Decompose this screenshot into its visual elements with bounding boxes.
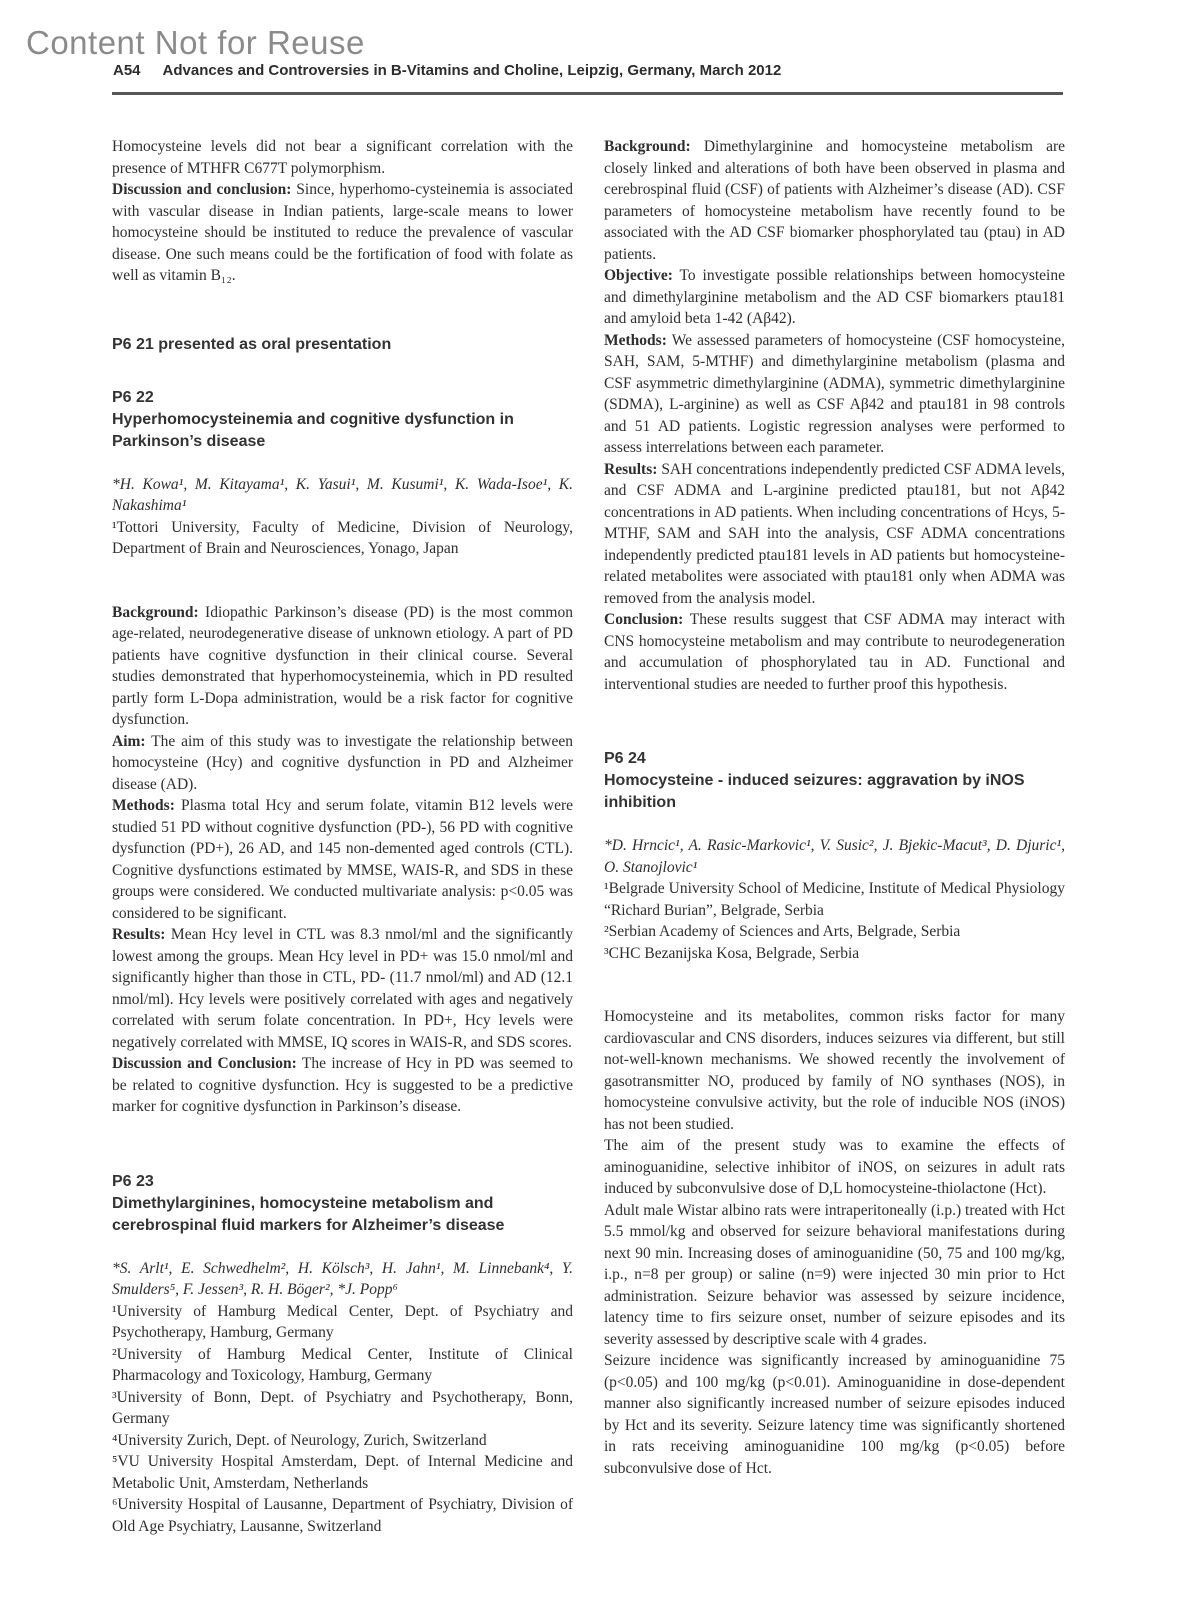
- left-column: [112, 136, 573, 1537]
- section-text: These results suggest that CSF ADMA may interact with CNS homocysteine metabolism and may contribute to neurodegeneration and accumulation of phosphorylated tau in AD. Functional and interventional studies are needed to further proof this hypothesis.: [604, 611, 1065, 693]
- affiliation-item: ²Serbian Academy of Sciences and Arts, Belgrade, Serbia: [604, 923, 961, 940]
- abstract-title-p622: Hyperhomocysteinemia and cognitive dysfunction in Parkinson’s disease: [112, 410, 514, 450]
- carryover-paragraph: [112, 136, 573, 179]
- section-text: The aim of this study was to investigate the relationship between homocysteine (Hcy) and cognitive dysfunction in PD and Alzheimer disease (AD).: [112, 732, 573, 793]
- section-lead: Discussion and Conclusion:: [112, 1055, 297, 1072]
- section-lead: Background:: [112, 603, 199, 621]
- authors-p623: *S. Arlt¹, E. Schwedhelm², H. Kölsch³, H. Jahn¹, M. Linnebank⁴, Y. Smulders⁵, F. Jessen³, R. H. Böger², *J. Popp⁶: [112, 1259, 573, 1298]
- results-paragraph-p622: [112, 924, 573, 1053]
- header-divider-rule: [112, 92, 1063, 95]
- section-text: Plasma total Hcy and serum folate, vitamin B12 levels were studied 51 PD without cognitive dysfunction (PD-), 56 PD with cognitive dysfunction (PD+), 26 AD, and 145 non-demented aged controls (CTL). Cognitive dysfunctions estimated by MMSE, WAIS-R, and SDS in these groups were considered. We conducted multivariate analysis: p<0.05 was considered to be significant.: [112, 797, 573, 922]
- affiliations-p624: [604, 878, 1065, 964]
- aim-paragraph-p622: [112, 731, 573, 796]
- abstract-id-p622: P6 22: [112, 388, 154, 406]
- page-header: [113, 62, 1063, 79]
- section-text: We assessed parameters of homocysteine (CSF homocysteine, SAH, SAM, 5-MTHF) and dimethylarginine metabolism (plasma and CSF asymmetric dimethylarginine (ADMA), symmetric dimethylarginine (SDMA), L-arginine) as well as CSF Aβ42 and ptau181 in 98 controls and 51 AD patients. Logistic regression analyses were performed to assess interrelations between each parameter.: [604, 331, 1065, 456]
- section-text: Idiopathic Parkinson’s disease (PD) is the most common age-related, neurodegenerative disease of unknown etiology. A part of PD patients have cognitive dysfunction in their clinical course. Several studies demonstrated that hyperhomocysteinemia, which in PD resulted partly form L-Dopa administration, would be a risk factor for cognitive dysfunction.: [112, 603, 573, 728]
- body-paragraph-4-p624: Seizure incidence was significantly increased by aminoguanidine 75 (p<0.05) and 100 mg/kg (p<0.01). Aminoguanidine in dose-dependent manner also significantly increased number of seizure episodes induced by Hct and its severity. Seizure latency time was significantly shortened in rats receiving aminoguanidine 100 mg/kg (p<0.05) before subconvulsive dose of Hct.: [604, 1352, 1065, 1477]
- body-paragraph-3-p624: Adult male Wistar albino rats were intraperitoneally (i.p.) treated with Hct 5.5 mmol/kg and observed for seizure behavioral manifestations during next 90 min. Increasing doses of aminoguanidine (50, 75 and 100 mg/kg, i.p., n=8 per group) or saline (n=9) were injected 30 min prior to Hct administration. Seizure behavior was assessed by seizure incidence, latency time to firs seizure onset, number of seizure episodes and its severity assessed by descriptive scale with 4 grades.: [604, 1201, 1065, 1348]
- background-paragraph-p623: [604, 136, 1065, 265]
- section-lead: Methods:: [112, 797, 175, 814]
- section-text: Mean Hcy level in CTL was 8.3 nmol/ml and the significantly lowest among the groups. Mean Hcy level in PD+ was 15.0 nmol/ml and significantly higher than those in CTL, PD- (11.7 nmol/ml) and AD (12.1 nmol/ml). Hcy levels were positively correlated with ages and negatively correlated with serum folate concentration. In PD+, Hcy levels were negatively correlated with MMSE, IQ scores in WAIS-R, and SDS scores.: [112, 926, 573, 1051]
- section-lead: Aim:: [112, 732, 146, 750]
- background-paragraph-p622: [112, 602, 573, 731]
- page-number: A54: [113, 62, 141, 79]
- affiliation-item: ¹University of Hamburg Medical Center, Dept. of Psychiatry and Psychotherapy, Hamburg, Germany: [112, 1302, 573, 1341]
- section-lead: Results:: [604, 460, 658, 478]
- affiliation-item: ³University of Bonn, Dept. of Psychiatry and Psychotherapy, Bonn, Germany: [112, 1388, 573, 1427]
- abstract-id-p624: P6 24: [604, 750, 646, 767]
- affiliation-item: ⁴University Zurich, Dept. of Neurology, Zurich, Switzerland: [112, 1431, 487, 1449]
- section-lead: Background:: [604, 138, 691, 155]
- conclusion-paragraph-p623: [604, 609, 1065, 695]
- authors-p624: *D. Hrncic¹, A. Rasic-Markovic¹, V. Susic², J. Bjekic-Macut³, D. Djuric¹, O. Stanojlovic¹: [604, 837, 1065, 876]
- body-paragraph-1-p624: Homocysteine and its metabolites, common risks factor for many cardiovascular and CNS disorders, induces seizures via different, but still not-well-known mechanisms. We showed recently the involvement of gasotransmitter NO, produced by family of NO synthases (NOS), in homocysteine convulsive activity, but the role of inducible NOS (iNOS) has not been studied.: [604, 1008, 1065, 1133]
- affiliation-item: ²University of Hamburg Medical Center, Institute of Clinical Pharmacology and Toxicology, Hamburg, Germany: [112, 1345, 573, 1384]
- methods-paragraph-p622: [112, 795, 573, 924]
- affiliation-item: ¹Belgrade University School of Medicine, Institute of Medical Physiology “Richard Burian”, Belgrade, Serbia: [604, 880, 1065, 919]
- abstract-title-p623: Dimethylarginines, homocysteine metabolism and cerebrospinal fluid markers for Alzheimer’s disease: [112, 1194, 505, 1234]
- section-lead: Results:: [112, 926, 166, 943]
- carryover-discussion-paragraph: [112, 179, 573, 287]
- results-paragraph-p623: [604, 459, 1065, 610]
- affiliation-item: ⁶University Hospital of Lausanne, Department of Psychiatry, Division of Old Age Psychiatry, Lausanne, Switzerland: [112, 1496, 573, 1535]
- watermark: Content Not for Reuse: [26, 24, 365, 61]
- affiliation-p622: ¹Tottori University, Faculty of Medicine, Division of Neurology, Department of Brain and Neurosciences, Yonago, Japan: [112, 518, 573, 557]
- right-column: [604, 136, 1065, 1537]
- objective-paragraph-p623: [604, 265, 1065, 330]
- section-text: SAH concentrations independently predicted CSF ADMA levels, and CSF ADMA and L-arginine predicted ptau181, but not Aβ42 concentrations in AD patients. When including concentrations of Hcys, 5-MTHF, SAM and SAH into the analysis, CSF ADMA concentrations independently predicted ptau181 levels in AD patients but homocysteine-related metabolites were associated with ptau181 only when ADMA was removed from the analysis model.: [604, 460, 1065, 607]
- carryover-text: Homocysteine levels did not bear a significant correlation with the presence of MTHFR C677T polymorphism.: [112, 138, 573, 177]
- body-paragraph-2-p624: The aim of the present study was to examine the effects of aminoguanidine, selective inhibitor of iNOS, on seizures in adult rats induced by subconvulsive dose of D,L homocysteine-thiolactone (Hct).: [604, 1137, 1065, 1197]
- abstract-title-p624: Homocysteine - induced seizures: aggravation by iNOS inhibition: [604, 772, 1025, 811]
- discussion-paragraph-p622: [112, 1053, 573, 1118]
- affiliations-p623: [112, 1301, 573, 1538]
- section-lead: Discussion and conclusion:: [112, 181, 292, 198]
- oral-presentation-note: P6 21 presented as oral presentation: [112, 335, 392, 353]
- conference-title: Advances and Controversies in B-Vitamins and Choline, Leipzig, Germany, March 2012: [162, 62, 782, 79]
- methods-paragraph-p623: [604, 330, 1065, 459]
- affiliation-item: ⁵VU University Hospital Amsterdam, Dept. of Internal Medicine and Metabolic Unit, Amsterdam, Netherlands: [112, 1453, 573, 1492]
- section-lead: Objective:: [604, 267, 673, 284]
- affiliation-item: ³CHC Bezanijska Kosa, Belgrade, Serbia: [604, 944, 860, 962]
- section-lead: Conclusion:: [604, 611, 684, 628]
- authors-p622: *H. Kowa¹, M. Kitayama¹, K. Yasui¹, M. Kusumi¹, K. Wada-Isoe¹, K. Nakashima¹: [112, 475, 573, 514]
- section-text: The increase of Hcy in PD was seemed to be related to cognitive dysfunction. Hcy is suggested to be a predictive marker for cognitive dysfunction in Parkinson’s disease.: [112, 1055, 573, 1115]
- section-lead: Methods:: [604, 331, 667, 349]
- section-text: Dimethylarginine and homocysteine metabolism are closely linked and alterations of both have been observed in plasma and cerebrospinal fluid (CSF) of patients with Alzheimer’s disease (AD). CSF parameters of homocysteine metabolism have recently found to be associated with the AD CSF biomarker phosphorylated tau (ptau) in AD patients.: [604, 138, 1065, 263]
- section-text: Since, hyperhomo-cysteinemia is associated with vascular disease in Indian patients, large-scale means to lower homocysteine should be instituted to reduce the prevalence of vascular disease. One such means could be the fortification of food with folate as well as vitamin B₁₂.: [112, 181, 573, 284]
- two-column-layout: [112, 136, 1065, 1537]
- abstract-id-p623: P6 23: [112, 1172, 154, 1190]
- section-text: To investigate possible relationships between homocysteine and dimethylarginine metabolism and the AD CSF biomarkers ptau181 and amyloid beta 1-42 (Aβ42).: [604, 267, 1065, 327]
